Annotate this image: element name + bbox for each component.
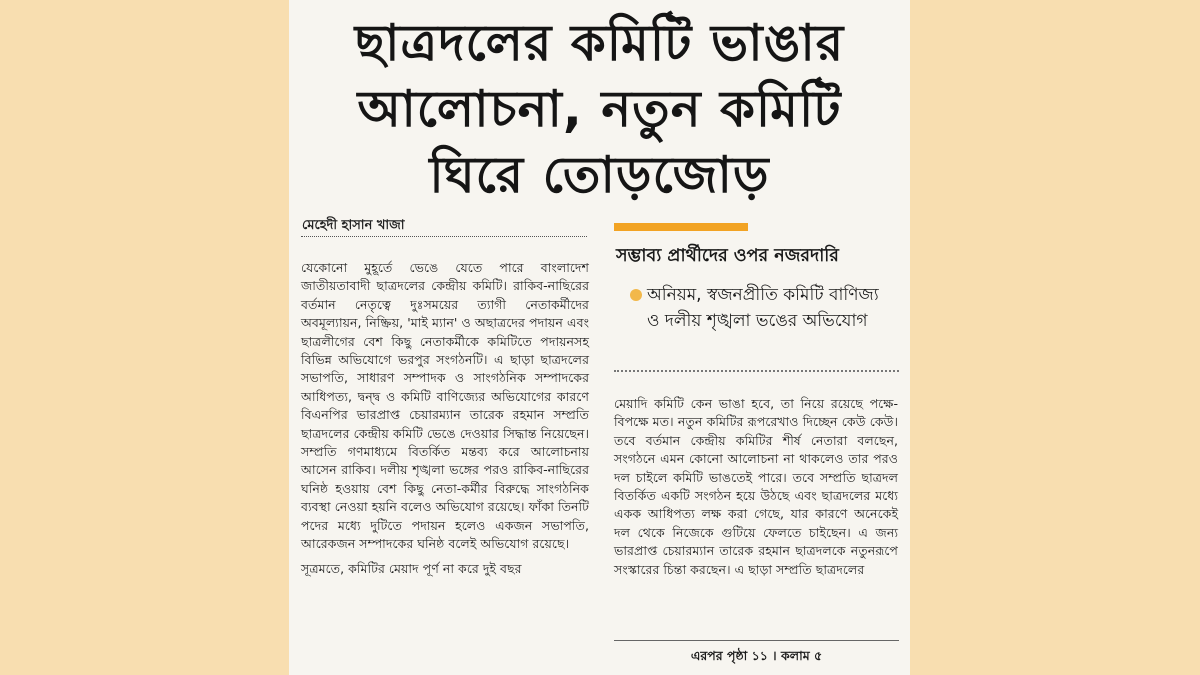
- sidebar-divider: [614, 370, 899, 372]
- headline-line-1: ছাত্রদলের কমিটি ভাঙার: [354, 14, 845, 72]
- left-paragraph-2: সূত্রমতে, কমিটির মেয়াদ পূর্ণ না করে দুই বছর: [301, 560, 522, 576]
- left-column: [301, 259, 589, 584]
- headline-line-3: ঘিরে তোড়জোড়: [429, 146, 770, 204]
- right-paragraph-1: মেয়াদি কমিটি কেন ভাঙা হবে, তা নিয়ে রয়েছে পক্ষে-বিপক্ষে মত। নতুন কমিটির রূপরেখাও দিচ্ছেন কেউ কেউ। তবে বর্তমান কেন্দ্রীয় কমিটির শীর্ষ নেতারা বলছেন, সংগঠনে এমন কোনো আলোচনা না থাকলেও তার পরও দল চাইলে কমিটি ভাঙতেই পারে। তবে সম্প্রতি ছাত্রদল বিতর্কিত একটি সংগঠন হয়ে উঠছে এবং ছাত্রদলের মধ্যে একক আধিপত্য লক্ষ করা গেছে, যার কারণে অনেকেই দল থেকে নিজেকে গুটিয়ে ফেলতে চাইছেন। এ জন্য ভারপ্রাপ্ত চেয়ারম্যান তারেক রহমান ছাত্রদলকে নতুনরূপে সংস্কারের চিন্তা করছেন। এ ছাড়া সম্প্রতি ছাত্রদলের: [614, 396, 898, 577]
- sidebar-title: সম্ভাব্য প্রার্থীদের ওপর নজরদারি: [616, 246, 839, 266]
- byline: মেহেদী হাসান খাজা: [302, 218, 405, 233]
- jump-divider: [614, 640, 899, 641]
- sidebar-accent-bar: [614, 223, 748, 231]
- headline: [289, 10, 910, 208]
- right-column: [614, 395, 898, 579]
- continued-on-page: এরপর পৃষ্ঠা ১১ । কলাম ৫: [690, 648, 823, 663]
- byline-divider: [301, 236, 587, 237]
- newspaper-clipping: [289, 0, 910, 675]
- headline-line-2: আলোচনা, নতুন কমিটি: [357, 80, 842, 138]
- bullet-dot-icon: [630, 289, 642, 301]
- left-paragraph-1: যেকোনো মুহূর্তে ভেঙে যেতে পারে বাংলাদেশ জাতীয়তাবাদী ছাত্রদলের কেন্দ্রীয় কমিটি। রাকিব-নাছিরের বর্তমান নেতৃত্বে দুঃসময়ের ত্যাগী নেতাকর্মীদের অবমূল্যায়ন, নিষ্ক্রিয়, 'মাই ম্যান' ও অছাত্রদের পদায়ন এবং ছাত্রলীগের বেশ কিছু নেতাকর্মীকে কমিটিতে পদায়নসহ বিভিন্ন অভিযোগে ভরপুর সংগঠনটি। এ ছাড়া ছাত্রদলের সভাপতি, সাধারণ সম্পাদক ও সাংগঠনিক সম্পাদকের আধিপত্য, দ্বন্দ্ব ও কমিটি বাণিজ্যের অভিযোগের কারণে বিএনপির ভারপ্রাপ্ত চেয়ারম্যান তারেক রহমান সম্প্রতি ছাত্রদলের কেন্দ্রীয় কমিটি ভেঙে দেওয়ার সিদ্ধান্ত নিয়েছেন। সম্প্রতি গণমাধ্যমে বিতর্কিত মন্তব্য করে আলোচনায় আসেন রাকিব। দলীয় শৃঙ্খলা ভঙ্গের পরও রাকিব-নাছিরের ঘনিষ্ঠ হওয়ায় বেশ কিছু নেতা-কর্মীর বিরুদ্ধে সাংগঠনিক ব্যবস্থা নেওয়া হয়নি বলেও অভিযোগ রয়েছে। ফাঁকা তিনটি পদের মধ্যে দুটিতে পদায়ন হলেও একজন সভাপতি, আরেকজন সম্পাদকের ঘনিষ্ঠ বলেই অভিযোগ রয়েছে।: [301, 260, 589, 552]
- sidebar-point: অনিয়ম, স্বজনপ্রীতি কমিটি বাণিজ্য ও দলীয় শৃঙ্খলা ভঙের অভিযোগ: [647, 285, 879, 331]
